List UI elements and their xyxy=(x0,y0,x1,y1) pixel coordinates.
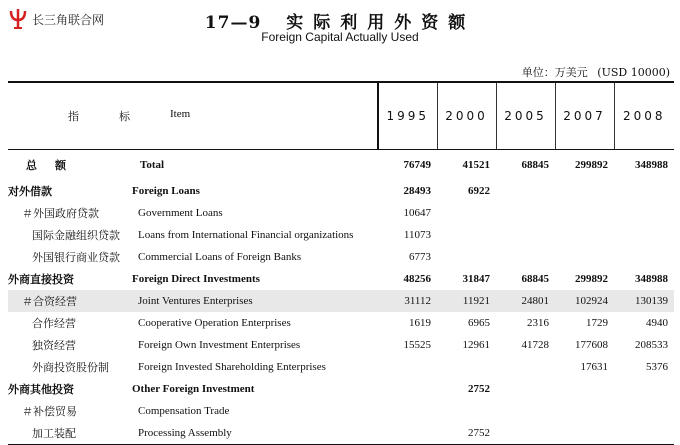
row-label-cn: 独资经营 xyxy=(32,339,76,352)
year-header: 1995 xyxy=(378,82,437,150)
cell-value: 17631 xyxy=(580,361,609,373)
row-label-en: Foreign Direct Investments xyxy=(132,273,260,285)
cell-value xyxy=(496,378,555,400)
page-subtitle: Foreign Capital Actually Used xyxy=(261,30,419,44)
cell-value: 2752 xyxy=(437,422,496,445)
cell-value: 76749 xyxy=(403,159,432,171)
item-column-header xyxy=(8,82,378,150)
year-header: 2000 xyxy=(437,82,496,150)
cell-value: 299892 xyxy=(575,159,609,171)
cell-value xyxy=(496,202,555,224)
row-label-en: Foreign Invested Shareholding Enterprises xyxy=(138,361,326,373)
table-row xyxy=(8,422,674,445)
cell-value xyxy=(555,246,614,268)
cell-value: 10647 xyxy=(403,207,432,219)
cell-value xyxy=(555,202,614,224)
cell-value: 6965 xyxy=(468,317,491,329)
row-label-cn: 外商其他投资 xyxy=(8,383,74,396)
row-label-en: Government Loans xyxy=(138,207,223,219)
cell-value: 2752 xyxy=(468,383,491,395)
unit-label xyxy=(522,64,670,80)
year-header: 2005 xyxy=(496,82,555,150)
statistics-table xyxy=(8,81,674,445)
cell-value xyxy=(496,224,555,246)
row-label-cn: 外商直接投资 xyxy=(8,273,74,286)
cell-value xyxy=(496,180,555,202)
cell-value xyxy=(555,422,614,445)
table-row xyxy=(8,334,674,356)
row-label-en: Processing Assembly xyxy=(132,422,378,445)
cell-value xyxy=(555,224,614,246)
row-label-cn: ＃补偿贸易 xyxy=(22,405,77,418)
row-label-en: Foreign Loans xyxy=(132,185,200,197)
cell-value xyxy=(437,356,496,378)
cell-value xyxy=(378,356,437,378)
cell-value: 15525 xyxy=(403,339,432,351)
cell-value: 102924 xyxy=(555,290,614,312)
row-label-cn: ＃合资经营 xyxy=(8,290,132,312)
cell-value xyxy=(614,400,674,422)
unit-english: (USD 10000) xyxy=(597,66,670,79)
cell-value xyxy=(614,378,674,400)
cell-value xyxy=(555,180,614,202)
logo-text: 长三角联合网 xyxy=(32,12,105,27)
cell-value xyxy=(378,422,437,445)
row-label-cn: ＃外国政府贷款 xyxy=(22,207,99,220)
row-label-cn: 外商投资股份制 xyxy=(32,361,109,374)
cell-value: 28493 xyxy=(403,185,432,197)
cell-value xyxy=(437,202,496,224)
item-header-en: Item xyxy=(170,108,191,120)
cell-value: 5376 xyxy=(646,361,669,373)
table-row xyxy=(8,180,674,202)
table-row xyxy=(8,290,674,312)
cell-value xyxy=(555,378,614,400)
cell-value: 1729 xyxy=(586,317,609,329)
cell-value xyxy=(614,224,674,246)
row-label-en: Other Foreign Investment xyxy=(132,383,255,395)
cell-value xyxy=(496,246,555,268)
cell-value xyxy=(378,400,437,422)
table-header-row xyxy=(8,82,674,150)
row-label-cn: 合作经营 xyxy=(32,317,76,330)
cell-value: 41521 xyxy=(462,159,491,171)
unit-chinese: 单位：万美元 xyxy=(521,66,588,79)
cell-value: 348988 xyxy=(635,159,669,171)
table-row xyxy=(8,246,674,268)
row-label-cn: 对外借款 xyxy=(8,185,52,198)
cell-value xyxy=(496,422,555,445)
cell-value xyxy=(614,246,674,268)
cell-value: 68845 xyxy=(521,273,550,285)
cell-value: 177608 xyxy=(575,339,609,351)
row-label-en: Commercial Loans of Foreign Banks xyxy=(138,251,302,263)
table-row xyxy=(8,224,674,246)
cell-value xyxy=(437,400,496,422)
year-header: 2008 xyxy=(614,82,674,150)
cell-value: 130139 xyxy=(614,290,674,312)
cell-value xyxy=(437,224,496,246)
cell-value: 299892 xyxy=(575,273,609,285)
table-row xyxy=(8,400,674,422)
table-row xyxy=(8,312,674,334)
cell-value: 12961 xyxy=(462,339,491,351)
table-row xyxy=(8,268,674,290)
cell-value: 11073 xyxy=(403,229,432,241)
row-label-cn: 加工装配 xyxy=(8,422,132,445)
row-label-en: Foreign Own Investment Enterprises xyxy=(138,339,301,351)
table-row xyxy=(8,150,674,181)
row-label-en: Cooperative Operation Enterprises xyxy=(138,317,291,329)
cell-value: 1619 xyxy=(409,317,432,329)
cell-value: 6773 xyxy=(409,251,432,263)
table-row xyxy=(8,356,674,378)
cell-value xyxy=(614,422,674,445)
title-number: 17—9 xyxy=(204,13,262,33)
row-label-cn: 总额 xyxy=(26,159,84,172)
table-row xyxy=(8,378,674,400)
cell-value xyxy=(555,400,614,422)
row-label-en: Joint Ventures Enterprises xyxy=(132,290,378,312)
cell-value xyxy=(437,246,496,268)
item-header-cn-1: 指 xyxy=(68,110,79,123)
cell-value: 2316 xyxy=(527,317,550,329)
item-header-cn-2: 标 xyxy=(119,110,130,123)
row-label-cn: 外国银行商业贷款 xyxy=(32,251,120,264)
cell-value: 208533 xyxy=(635,339,669,351)
year-header: 2007 xyxy=(555,82,614,150)
table-row xyxy=(8,202,674,224)
cell-value: 31847 xyxy=(462,273,491,285)
cell-value xyxy=(614,202,674,224)
cell-value xyxy=(614,180,674,202)
cell-value: 41728 xyxy=(521,339,550,351)
title-chinese: 实际利用外资额 xyxy=(286,13,476,33)
cell-value: 48256 xyxy=(403,273,432,285)
cell-value: 348988 xyxy=(635,273,669,285)
cell-value xyxy=(496,400,555,422)
cell-value: 31112 xyxy=(378,290,437,312)
cell-value: 11921 xyxy=(437,290,496,312)
cell-value: 4940 xyxy=(646,317,669,329)
cell-value: 6922 xyxy=(468,185,491,197)
row-label-en: Total xyxy=(140,159,165,171)
cell-value xyxy=(496,356,555,378)
row-label-en: Loans from International Financial organizations xyxy=(138,229,354,241)
row-label-cn: 国际金融组织贷款 xyxy=(32,229,120,242)
row-label-en: Compensation Trade xyxy=(138,405,230,417)
cell-value: 68845 xyxy=(521,159,550,171)
cell-value: 24801 xyxy=(496,290,555,312)
cell-value xyxy=(378,378,437,400)
